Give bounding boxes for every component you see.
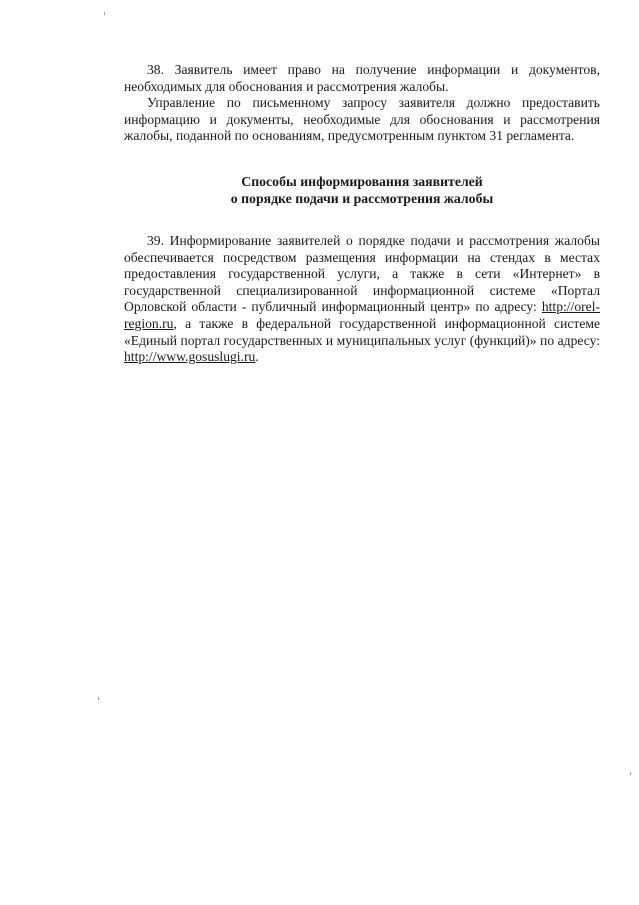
- section-heading-line-2: о порядке подачи и рассмотрения жалобы: [230, 190, 494, 206]
- gosuslugi-link[interactable]: http://www.gosuslugi.ru: [124, 349, 256, 365]
- paragraph-38: 38. Заявитель имеет право на получение информации и документов, необходимых для обоснования и рассмотрения жалобы.: [124, 62, 600, 94]
- paragraph-39-text-3: .: [255, 349, 259, 365]
- paragraph-39-text-2: , а также в федеральной государственной информационной системе «Единый портал государственных и муниципальных услуг (функций)» по адресу:: [124, 315, 600, 348]
- section-heading-line-1: Способы информирования заявителей: [241, 173, 483, 189]
- paragraph-39-text-1: 39. Информирование заявителей о порядке подачи и рассмотрения жалобы обеспечивается посредством размещения информации на стендах в местах предоставления государственной услуги, а также в сети «Интернет» в государственной специализированной информационной системе «Портал Орловской области - публичный информационный центр» по адресу:: [124, 232, 600, 315]
- scan-speck-left: [98, 697, 99, 700]
- scan-speck-top: [104, 12, 105, 15]
- paragraph-39: [124, 233, 600, 366]
- orel-region-link[interactable]: http://orel-region.ru: [124, 299, 600, 331]
- paragraph-38-continuation: Управление по письменному запросу заявителя должно предоставить информацию и документы, необходимые для обоснования и рассмотрения жалобы, поданной по основаниям, предусмотренным пунктом 31 регламента.: [124, 95, 600, 144]
- scan-speck-right: [630, 772, 631, 775]
- document-page: [124, 62, 600, 366]
- section-heading: [124, 173, 600, 207]
